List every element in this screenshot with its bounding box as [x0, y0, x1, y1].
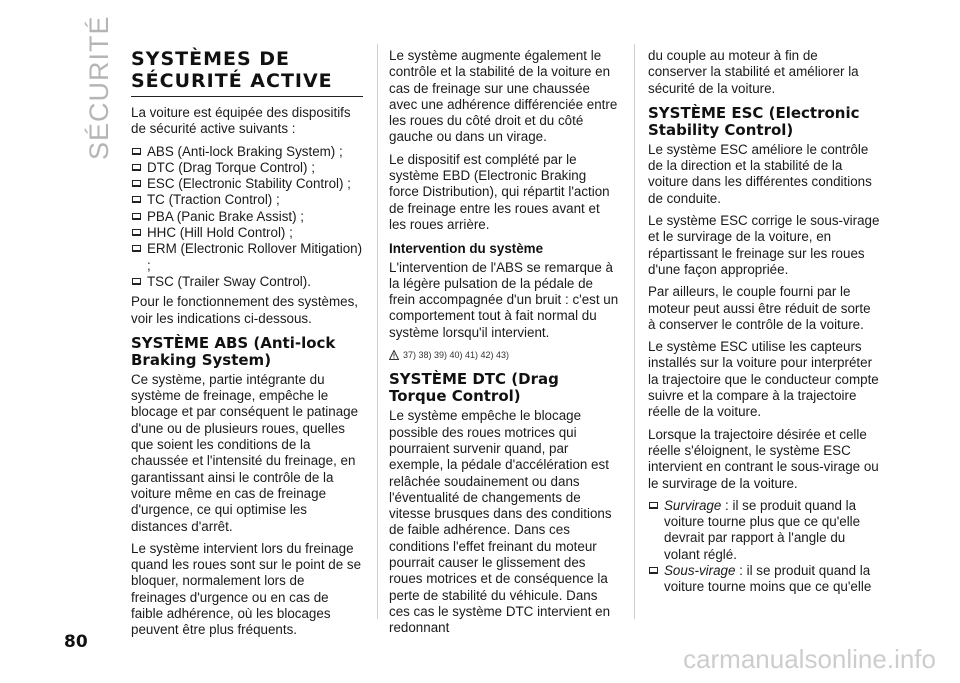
list-item: ESC (Electronic Stability Control) ;: [131, 176, 363, 192]
section-side-tab: SÉCURITÉ: [84, 15, 114, 160]
section-heading: SYSTÈMES DE SÉCURITÉ ACTIVE: [131, 48, 363, 97]
list-item: TSC (Trailer Sway Control).: [131, 274, 363, 290]
bullet-icon: [132, 245, 141, 252]
page-number: 80: [64, 632, 88, 652]
abs-paragraph: Ce système, partie intégrante du système de freinage, empêche le blocage et par conséquent le patinage d'une ou de plusieurs roues, quelles que soient les conditions de la chaussée et l'intensité du freinage, en garantissant ainsi le contrôle de la voiture même en cas de freinage d'urgence, ce qui optimise les distances d'arrêt.: [131, 371, 359, 534]
list-item: HHC (Hill Hold Control) ;: [131, 225, 363, 241]
bullet-icon: [132, 180, 141, 187]
column-2: [389, 48, 619, 643]
bullet-icon: [649, 567, 658, 574]
esc-paragraph: Le système ESC corrige le sous-virage et le survirage de la voiture, en répartissant le freinage sur les roues d'une façon appropriée.: [648, 213, 880, 277]
abs-heading: SYSTÈME ABS (Anti-lock Braking System): [131, 333, 336, 369]
column-3: [648, 48, 880, 596]
column-divider: [634, 44, 635, 619]
bullet-icon: [132, 148, 141, 155]
outro-text: Pour le fonctionnement des systèmes, voir les indications ci-dessous.: [131, 294, 359, 326]
list-item: [648, 563, 880, 596]
list-item: ERM (Electronic Rollover Mitigation) ;: [131, 241, 363, 274]
definition: : il se produit quand la voiture tourne moins que ce qu'elle: [664, 563, 872, 595]
reference-numbers: 37) 38) 39) 40) 41) 42) 43): [403, 350, 510, 361]
list-item: DTC (Drag Torque Control) ;: [131, 160, 363, 176]
warning-triangle-icon: [389, 350, 399, 360]
esc-heading: SYSTÈME ESC (Electronic Stability Control): [648, 103, 860, 139]
esc-paragraph: Le système ESC utilise les capteurs installés sur la voiture pour interpréter la trajectoire que le conducteur compte suivre et la compare à la trajectoire réelle de la voiture.: [648, 339, 879, 420]
ebd-paragraph: Le dispositif est complété par le système EBD (Electronic Braking force Distribution), qui répartit l'action de freinage entre les roues avant et les roues arrière.: [389, 151, 610, 232]
list-item: ABS (Anti-lock Braking System) ;: [131, 144, 363, 160]
esc-paragraph: Par ailleurs, le couple fourni par le moteur peut aussi être réduit de sorte à conserver le contrôle de la voiture.: [648, 284, 871, 332]
term: Survirage: [664, 497, 722, 513]
bullet-icon: [132, 213, 141, 220]
bullet-icon: [132, 229, 141, 236]
bullet-icon: [132, 196, 141, 203]
dtc-paragraph: Le système empêche le blocage possible des roues motrices qui pourraient survenir quand, par exemple, la pédale d'accélération est relâchée soudainement ou dans l'éventualité de changements de vitesse brusques dans des conditions de faible adhérence. Dans ces conditions l'effet freinant du moteur pourrait causer le glissement des roues motrices et de conséquence la perte de stabilité du véhicule. Dans ces cas le système DTC intervient en redonnant: [389, 408, 612, 636]
intervention-paragraph: L'intervention de l'ABS se remarque à la légère pulsation de la pédale de frein accompagnée d'un bruit : c'est un comportement tout à fait normal du système lorsqu'il intervient.: [389, 259, 619, 340]
warning-references: [389, 347, 619, 363]
column-1: [131, 48, 363, 645]
intervention-heading: Intervention du système: [389, 241, 544, 257]
esc-paragraph: Le système ESC améliore le contrôle de la direction et la stabilité de la voiture dans les différentes conditions de conduite.: [648, 141, 872, 206]
column-divider: [377, 44, 378, 619]
term: Sous-virage: [664, 563, 736, 579]
abs-paragraph: Le système intervient lors du freinage quand les roues sont sur le point de se bloquer, normalement lors de freinages d'urgence ou en cas de faible adhérence, où les blocages peuvent être plus fréquents.: [131, 540, 362, 638]
esc-paragraph: Lorsque la trajectoire désirée et celle réelle s'éloignent, le système ESC intervient en contrant le sous-virage ou le survirage de la voiture.: [648, 426, 879, 491]
bullet-icon: [649, 502, 658, 509]
bullet-icon: [132, 164, 141, 171]
list-item: PBA (Panic Brake Assist) ;: [131, 209, 363, 225]
intro-text: La voiture est équipée des dispositifs de sécurité active suivants :: [131, 105, 351, 137]
watermark: carmanualsonline.info: [683, 644, 936, 674]
dtc-paragraph-continued: du couple au moteur à fin de conserver la stabilité et améliorer la sécurité de la voiture.: [648, 48, 859, 96]
definition: : il se produit quand la voiture tourne plus que ce qu'elle devrait par rapport à l'angle du volant réglé.: [664, 497, 861, 562]
list-item: TC (Traction Control) ;: [131, 192, 363, 208]
abs-paragraph: Le système augmente également le contrôle et la stabilité de la voiture en cas de freinage sur une chaussée avec une adhérence différenciée entre les roues du côté droit et du côté gauche ou dans un virage.: [389, 48, 618, 145]
bullet-icon: [132, 278, 141, 285]
list-item: [648, 498, 880, 563]
dtc-heading: SYSTÈME DTC (Drag Torque Control): [389, 370, 559, 406]
systems-list: [131, 144, 363, 291]
